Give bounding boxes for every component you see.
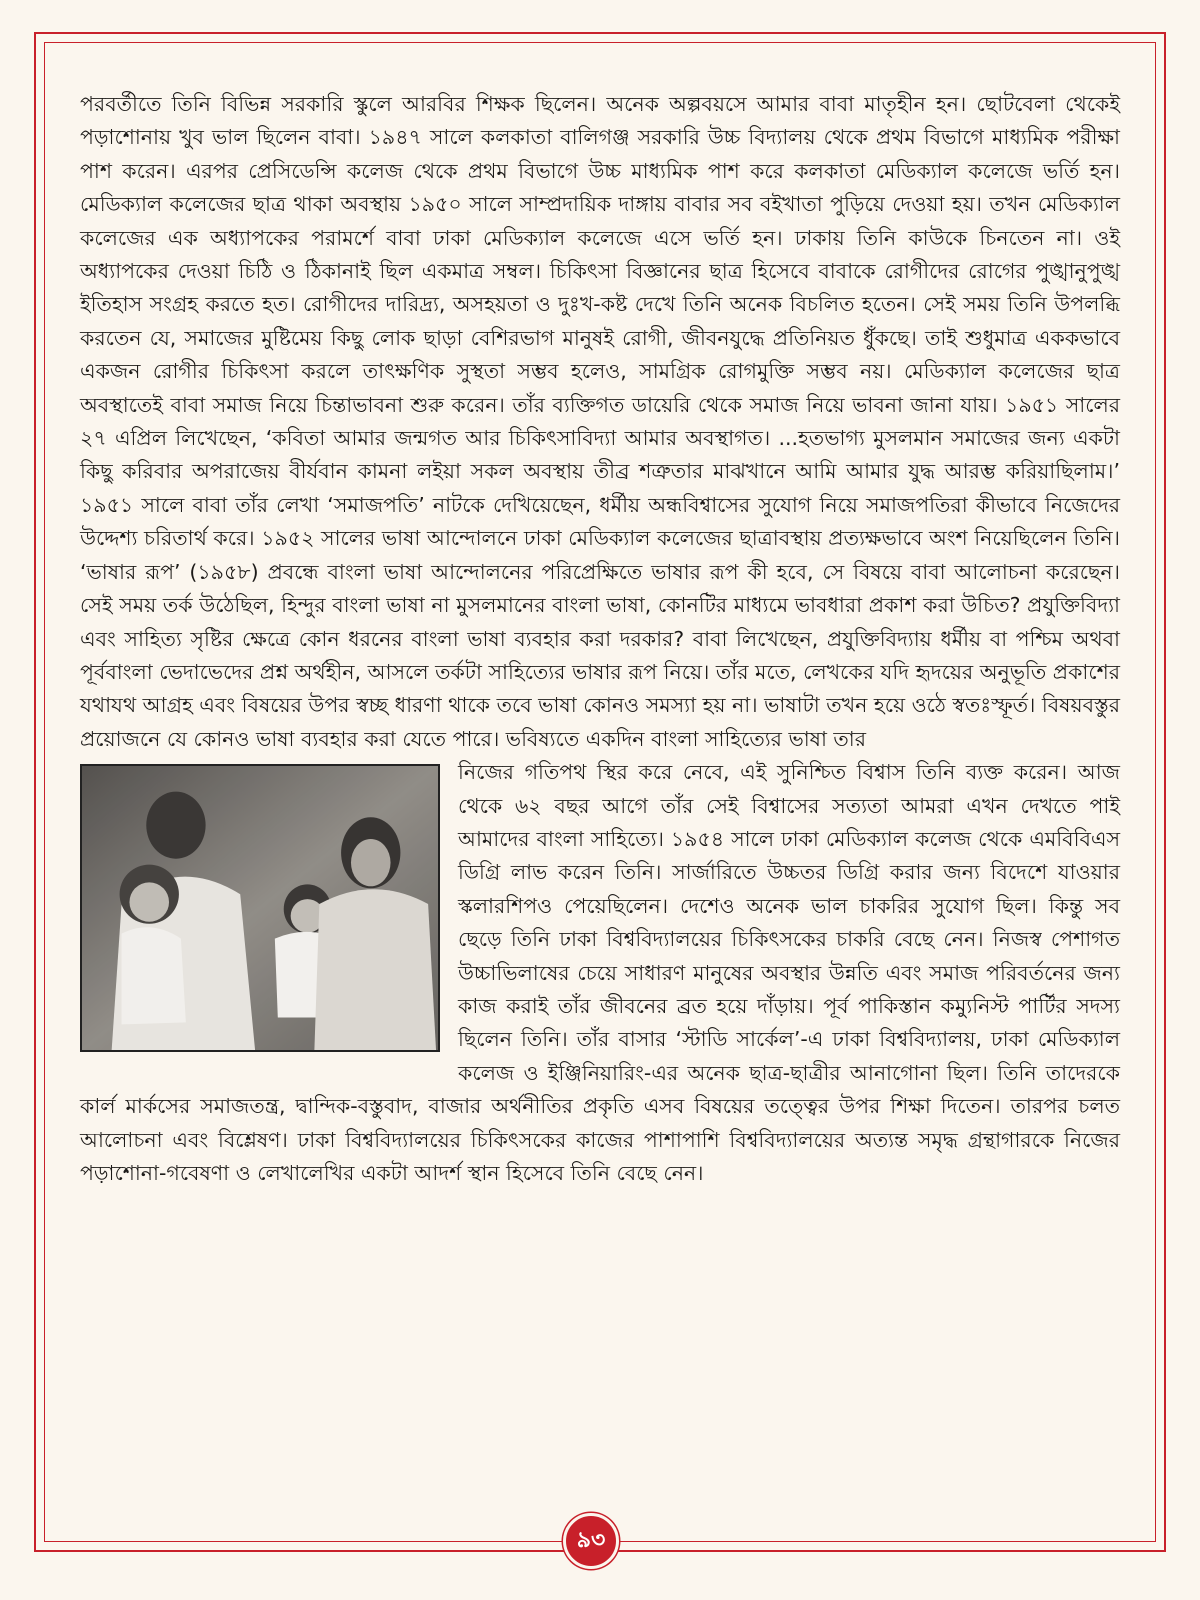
family-photo-image (82, 766, 438, 1050)
family-photo (80, 764, 440, 1052)
page-number-badge: ৯৩ (563, 1513, 619, 1569)
article-paragraph: নিজের গতিপথ স্থির করে নেবে, এই সুনিশ্চিত বিশ্বাস তিনি ব্যক্ত করেন। আজ থেকে ৬২ বছর আগে তাঁর সেই বিশ্বাসের সত্যতা আমরা এখন দেখতে পাই আমাদের বাংলা সাহিত্যে। ১৯৫৪ সালে ঢাকা মেডিক্যাল কলেজ থেকে এমবিবিএস ডিগ্রি লাভ করেন তিনি। সার্জারিতে উচ্চতর ডিগ্রি করার জন্য বিদেশে যাওয়ার স্কলারশিপও পেয়েছিলেন। দেশেও অনেক ভাল চাকরির সুযোগ ছিল। কিন্তু সব ছেড়ে তিনি ঢাকা বিশ্ববিদ্যালয়ের চিকিৎসকের চাকরি বেছে নেন। নিজস্ব পেশাগত উচ্চাভিলাষের চেয়ে সাধারণ মানুষের অবস্থার উন্নতি এবং সমাজ পরিবর্তনের জন্য কাজ করাই তাঁর জীবনের ব্রত হয়ে দাঁড়ায়। পূর্ব পাকিস্তান কম্যুনিস্ট পার্টির সদস্য ছিলেন তিনি। তাঁর বাসার ‘স্টাডি সার্কেল’-এ ঢাকা বিশ্ববিদ্যালয়, ঢাকা মেডিক্যাল কলেজ ও ইঞ্জিনিয়ারিং-এর অনেক ছাত্র-ছাত্রীর আনাগোনা ছিল। তিনি তাদেরকে কার্ল মার্কসের সমাজতন্ত্র, দ্বান্দিক-বস্তুবাদ, বাজার অর্থনীতির প্রকৃতি এসব বিষয়ের তত্ত্বের উপর শিক্ষা দিতেন। তারপর চলত আলোচনা এবং বিশ্লেষণ। ঢাকা বিশ্ববিদ্যালয়ের চিকিৎসকের কাজের পাশাপাশি বিশ্ববিদ্যালয়ের অত্যন্ত সমৃদ্ধ গ্রন্থাগারকে নিজের পড়াশোনা-গবেষণা ও লেখালেখির একটা আদর্শ স্থান হিসেবে তিনি বেছে নেন। (80, 760, 1120, 1185)
article-body (80, 88, 1120, 1190)
article-paragraph: পরবর্তীতে তিনি বিভিন্ন সরকারি স্কুলে আরবির শিক্ষক ছিলেন। অনেক অল্পবয়সে আমার বাবা মাতৃহীন হন। ছোটবেলা থেকেই পড়াশোনায় খুব ভাল ছিলেন বাবা। ১৯৪৭ সালে কলকাতা বালিগঞ্জ সরকারি উচ্চ বিদ্যালয় থেকে প্রথম বিভাগে মাধ্যমিক পরীক্ষা পাশ করেন। এরপর প্রেসিডেন্সি কলেজ থেকে প্রথম বিভাগে উচ্চ মাধ্যমিক পাশ করে কলকাতা মেডিক্যাল কলেজে ভর্তি হন। মেডিক্যাল কলেজের ছাত্র থাকা অবস্থায় ১৯৫০ সালে সাম্প্রদায়িক দাঙ্গায় বাবার সব বইখাতা পুড়িয়ে দেওয়া হয়। তখন মেডিক্যাল কলেজের এক অধ্যাপকের পরামর্শে বাবা ঢাকা মেডিক্যাল কলেজে এসে ভর্তি হন। ঢাকায় তিনি কাউকে চিনতেন না। ওই অধ্যাপকের দেওয়া চিঠি ও ঠিকানাই ছিল একমাত্র সম্বল। চিকিৎসা বিজ্ঞানের ছাত্র হিসেবে বাবাকে রোগীদের রোগের পুঙ্খানুপুঙ্খ ইতিহাস সংগ্রহ করতে হত। রোগীদের দারিদ্র্য, অসহয়তা ও দুঃখ-কষ্ট দেখে তিনি অনেক বিচলিত হতেন। সেই সময় তিনি উপলব্ধি করতেন যে, সমাজের মুষ্টিমেয় কিছু লোক ছাড়া বেশিরভাগ মানুষই রোগী, জীবনযুদ্ধে প্রতিনিয়ত ধুঁকছে। তাই শুধুমাত্র এককভাবে একজন রোগীর চিকিৎসা করলে তাৎক্ষণিক সুস্থতা সম্ভব হলেও, সামগ্রিক রোগমুক্তি সম্ভব নয়। মেডিক্যাল কলেজের ছাত্র অবস্থাতেই বাবা সমাজ নিয়ে চিন্তাভাবনা শুরু করেন। তাঁর ব্যক্তিগত ডায়েরি থেকে সমাজ নিয়ে ভাবনা জানা যায়। ১৯৫১ সালের ২৭ এপ্রিল লিখেছেন, ‘কবিতা আমার জন্মগত আর চিকিৎসাবিদ্যা আমার অবস্থাগত। ...হতভাগ্য মুসলমান সমাজের জন্য একটা কিছু করিবার অপরাজেয় বীর্যবান কামনা লইয়া সকল অবস্থায় তীব্র শত্রুতার মাঝখানে আমি আমার যুদ্ধ আরম্ভ করিয়াছিলাম।’ ১৯৫১ সালে বাবা তাঁর লেখা ‘সমাজপতি’ নাটকে দেখিয়েছেন, ধর্মীয় অন্ধবিশ্বাসের সুযোগ নিয়ে সমাজপতিরা কীভাবে নিজেদের উদ্দেশ্য চরিতার্থ করে। ১৯৫২ সালের ভাষা আন্দোলনে ঢাকা মেডিক্যাল কলেজের ছাত্রাবস্থায় প্রত্যক্ষভাবে অংশ নিয়েছিলেন তিনি। ‘ভাষার রূপ’ (১৯৫৮) প্রবন্ধে বাংলা ভাষা আন্দোলনের পরিপ্রেক্ষিতে ভাষার রূপ কী হবে, সে বিষয়ে বাবা আলোচনা করেছেন। সেই সময় তর্ক উঠেছিল, হিন্দুর বাংলা ভাষা না মুসলমানের বাংলা ভাষা, কোনটির মাধ্যমে ভাবধারা প্রকাশ করা উচিত? প্রযুক্তিবিদ্যা এবং সাহিত্য সৃষ্টির ক্ষেত্রে কোন ধরনের বাংলা ভাষা ব্যবহার করা দরকার? বাবা লিখেছেন, প্রযুক্তিবিদ্যায় ধর্মীয় বা পশ্চিম অথবা পূর্ববাংলা ভেদাভেদের প্রশ্ন অর্থহীন, আসলে তর্কটা সাহিত্যের ভাষার রূপ নিয়ে। তাঁর মতে, লেখকের যদি হৃদয়ের অনুভূতি প্রকাশের যথাযথ আগ্রহ এবং বিষয়ের উপর স্বচ্ছ ধারণা থাকে তবে ভাষা কোনও সমস্যা হয় না। ভাষাটা তখন হয়ে ওঠে স্বতঃস্ফূর্ত। বিষয়বস্তুর প্রয়োজনে যে কোনও ভাষা ব্যবহার করা যেতে পারে। ভবিষ্যতে একদিন বাংলা সাহিত্যের ভাষা তার (80, 92, 1120, 751)
